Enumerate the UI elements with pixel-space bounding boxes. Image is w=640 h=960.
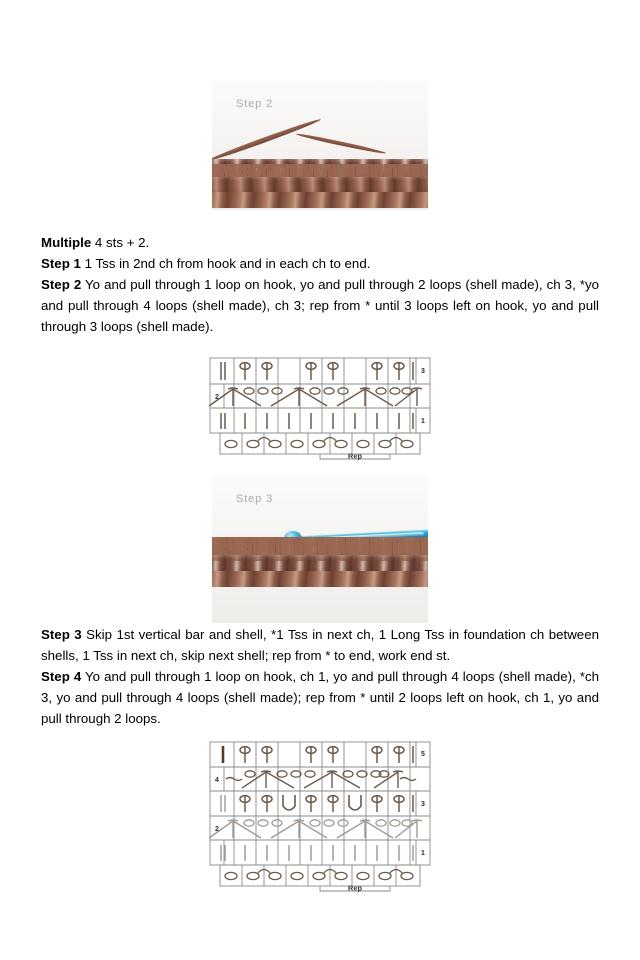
- stitch-chart-1: [0, 356, 640, 461]
- chart-1-row-3-symbols: [221, 362, 413, 380]
- multiple-label: Multiple: [41, 235, 92, 250]
- multiple-line: [41, 232, 599, 253]
- photo-caption-step-2: Step 2: [236, 98, 274, 110]
- stitch-chart-2-svg: [204, 740, 436, 892]
- step-2-line: [41, 274, 599, 337]
- chart-1-foundation-symbols: [225, 438, 413, 448]
- stitch-chart-2: [0, 740, 640, 892]
- step-4-label: Step 4: [41, 669, 82, 684]
- chart-2-foundation-symbols: [225, 870, 413, 880]
- chart-2-row-number-4: 4: [215, 777, 219, 784]
- step-3-line: [41, 624, 599, 666]
- chart-2-row-number-2: 2: [215, 826, 219, 833]
- step-1-line: [41, 253, 599, 274]
- chart-2-row-3-symbols: [221, 795, 413, 812]
- step-1-label: Step 1: [41, 256, 81, 271]
- step-3-body: Skip 1st vertical bar and shell, *1 Tss in next ch, 1 Long Tss in foundation ch between shells, 1 Tss in next ch, skip next shell; rep from * to end, work end st.: [41, 627, 599, 663]
- chart-1-row-1-symbols: [221, 413, 413, 429]
- chart-2-rep-label: Rep: [347, 883, 363, 892]
- step-4-line: [41, 666, 599, 729]
- chart-2-row-4-symbols: [226, 771, 416, 788]
- step-1-body: 1 Tss in 2nd ch from hook and in each ch to end.: [80, 256, 371, 271]
- chart-1-rep-label: Rep: [347, 451, 363, 461]
- step-3-label: Step 3: [41, 627, 82, 642]
- photo-step-3: [212, 475, 428, 623]
- chart-1-grid: [210, 358, 430, 454]
- yarn-row-lower: [212, 192, 428, 208]
- multiple-body: 4 sts + 2.: [91, 235, 150, 250]
- step-2-label: Step 2: [41, 277, 82, 292]
- chart-2-row-1-symbols: [221, 845, 413, 861]
- step-2-body: Yo and pull through 1 loop on hook, yo and pull through 2 loops (shell made), ch 3, *yo and pull through 4 loops (shell made), ch 3; rep from * until 3 loops left on hook, yo and pull through 3 loops (shell made).: [41, 277, 600, 334]
- instructions-block-1: [41, 232, 599, 337]
- step-4-body: Yo and pull through 1 loop on hook, ch 1, yo and pull through 4 loops (shell made), *ch 3, yo and pull through 4 loops (shell made); rep from * until 2 loops left on hook, ch 1, yo and pull through 2 loops.: [41, 669, 600, 726]
- chart-2-grid: [210, 742, 430, 886]
- instructions-block-2: [41, 624, 599, 729]
- photo-step-2: [212, 80, 428, 210]
- stitch-chart-1-svg: [204, 356, 436, 461]
- chart-2-row-number-1: 1: [421, 850, 425, 857]
- yarn-row-lower: [212, 571, 428, 587]
- chart-2-row-number-5: 5: [421, 751, 425, 758]
- chart-1-row-number-1: 1: [421, 418, 425, 425]
- chart-2-row-5-symbols: [223, 746, 413, 763]
- chart-2-row-2-symbols: [209, 820, 422, 838]
- photo-caption-step-3: Step 3: [236, 493, 274, 505]
- chart-1-row-number-2: 2: [215, 394, 219, 401]
- chart-1-row-number-3: 3: [421, 368, 425, 375]
- chart-2-row-number-3: 3: [421, 801, 425, 808]
- chart-1-row-2-symbols: [209, 388, 422, 406]
